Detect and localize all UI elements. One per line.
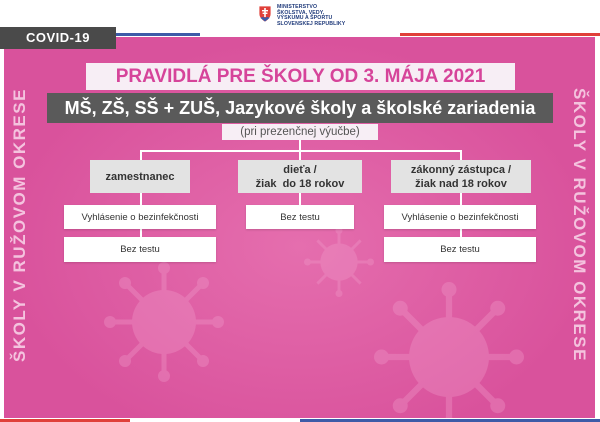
option-declaration xyxy=(64,205,216,229)
tree-connector xyxy=(140,229,142,237)
ministry-name xyxy=(277,5,345,27)
option-no-test xyxy=(64,237,216,262)
ministry-logo xyxy=(258,5,345,27)
tree-connector xyxy=(460,150,462,160)
virus-icon xyxy=(374,282,524,418)
covid-tab: COVID-19 xyxy=(0,27,116,49)
tree-connector xyxy=(460,229,462,237)
option-no-test xyxy=(384,237,536,262)
slovak-coat-of-arms-icon xyxy=(258,5,272,23)
category-label-line-1: zákonný zástupca / xyxy=(410,163,512,176)
category-label: zamestnanec xyxy=(105,170,175,183)
category-guardian xyxy=(391,160,531,193)
category-employee xyxy=(90,160,190,193)
tree-connector xyxy=(140,150,142,160)
virus-icon xyxy=(104,262,224,382)
tree-connector xyxy=(140,150,462,152)
tree-connector xyxy=(140,193,142,205)
ministry-line-1: MINISTERSTVO xyxy=(277,4,318,10)
tree-connector xyxy=(460,193,462,205)
option-label: Bez testu xyxy=(280,211,320,223)
page-subtitle: MŠ, ZŠ, SŠ + ZUŠ, Jazykové školy a školské zariadenia xyxy=(47,93,553,123)
option-label: Vyhlásenie o bezinfekčnosti xyxy=(401,211,519,223)
option-label: Vyhlásenie o bezinfekčnosti xyxy=(81,211,199,223)
top-stripe-red xyxy=(400,33,600,36)
tree-connector xyxy=(299,150,301,160)
side-label-right: ŠKOLY V RUŽOVOM OKRESE xyxy=(570,88,589,362)
tree-connector xyxy=(299,140,301,150)
side-label-left: ŠKOLY V RUŽOVOM OKRESE xyxy=(10,88,29,362)
option-declaration xyxy=(384,205,536,229)
option-label: Bez testu xyxy=(440,244,480,255)
ministry-line-4: SLOVENSKEJ REPUBLIKY xyxy=(277,20,346,27)
category-child-student xyxy=(238,160,362,193)
subtitle-note: (pri prezenčnej výučbe) xyxy=(222,124,378,140)
tree-connector xyxy=(299,193,301,205)
page-title: PRAVIDLÁ PRE ŠKOLY OD 3. MÁJA 2021 xyxy=(86,63,515,90)
option-label: Bez testu xyxy=(120,244,160,255)
option-no-test xyxy=(246,205,354,229)
category-label-line-2: žiak nad 18 rokov xyxy=(415,177,507,190)
category-label-line-2: žiak do 18 rokov xyxy=(255,177,345,190)
ministry-line-3: VÝSKUMU A ŠPORTU xyxy=(277,15,333,22)
virus-icon xyxy=(304,227,374,297)
ministry-line-2: ŠKOLSTVA, VEDY, xyxy=(277,9,325,16)
category-label-line-1: dieťa / xyxy=(283,163,317,176)
